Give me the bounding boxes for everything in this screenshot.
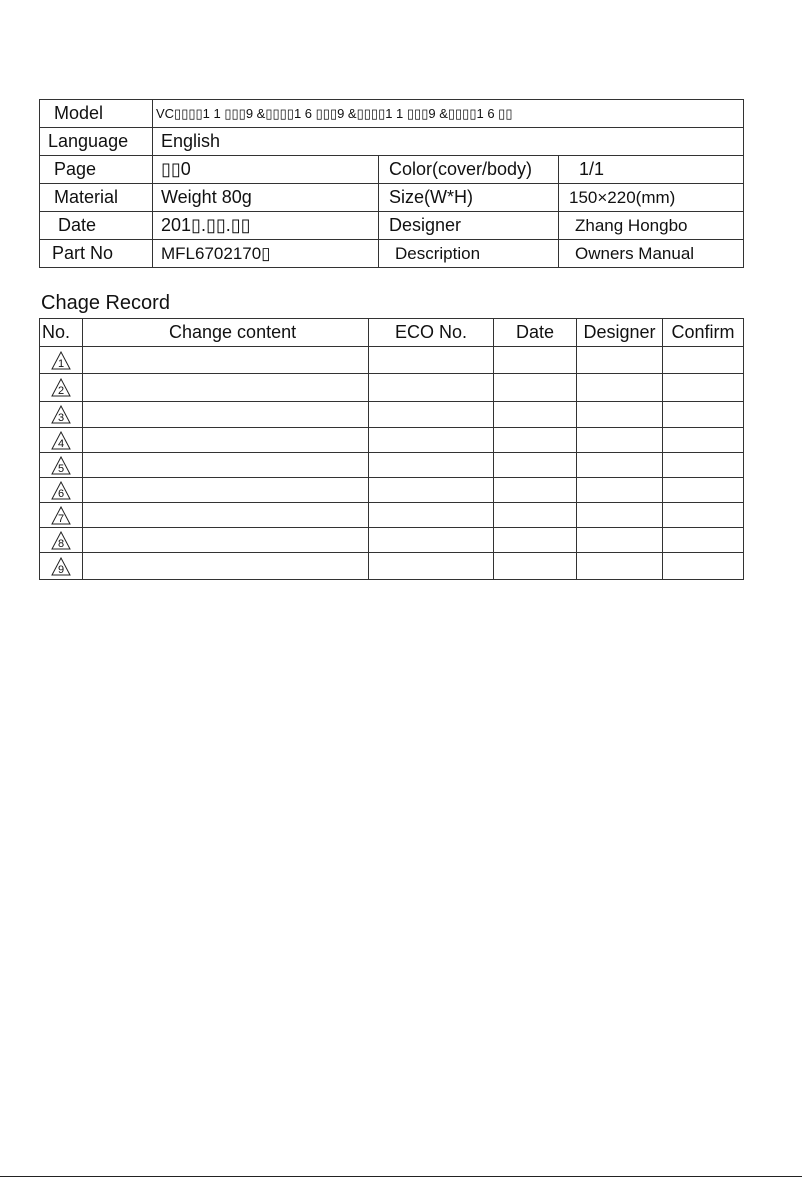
change-record-title: Chage Record xyxy=(41,292,170,314)
designer-cell xyxy=(577,402,663,428)
revision-triangle-icon xyxy=(51,531,71,550)
page-label: Page xyxy=(40,156,153,184)
change-record-row xyxy=(40,402,744,428)
language-value: English xyxy=(153,128,744,156)
revision-marker-cell xyxy=(40,402,83,428)
change-record-row xyxy=(40,374,744,402)
eco-no-cell xyxy=(369,478,494,503)
revision-number: 7 xyxy=(57,512,65,525)
info-row-partno xyxy=(40,240,744,268)
revision-number: 1 xyxy=(57,357,65,370)
description-value: Owners Manual xyxy=(559,240,744,268)
date-value: 201▯.▯▯.▯▯ xyxy=(153,212,379,240)
document-info-table xyxy=(39,99,744,268)
revision-number: 9 xyxy=(57,563,65,576)
designer-cell xyxy=(577,528,663,553)
change-content-cell xyxy=(83,374,369,402)
revision-triangle-icon xyxy=(51,506,71,525)
date-label: Date xyxy=(40,212,153,240)
date-cell xyxy=(494,453,577,478)
color-value: 1/1 xyxy=(559,156,744,184)
confirm-cell xyxy=(663,478,744,503)
revision-number: 3 xyxy=(57,412,65,424)
change-content-cell xyxy=(83,503,369,528)
revision-triangle-icon xyxy=(51,456,71,475)
language-label: Language xyxy=(40,128,153,156)
confirm-cell xyxy=(663,453,744,478)
date-cell xyxy=(494,528,577,553)
designer-cell xyxy=(577,503,663,528)
partno-label: Part No xyxy=(40,240,153,268)
eco-no-cell xyxy=(369,553,494,580)
partno-value: MFL6702170▯ xyxy=(153,240,379,268)
material-label: Material xyxy=(40,184,153,212)
change-record-row xyxy=(40,528,744,553)
date-cell xyxy=(494,428,577,453)
eco-no-cell xyxy=(369,428,494,453)
change-record-row xyxy=(40,478,744,503)
change-record-row xyxy=(40,428,744,453)
revision-number: 8 xyxy=(57,537,65,550)
change-content-cell xyxy=(83,478,369,503)
date-cell xyxy=(494,478,577,503)
designer-cell xyxy=(577,374,663,402)
eco-no-cell xyxy=(369,528,494,553)
info-row-language xyxy=(40,128,744,156)
revision-number: 2 xyxy=(57,385,65,397)
change-content-cell xyxy=(83,528,369,553)
change-content-cell xyxy=(83,402,369,428)
change-content-cell xyxy=(83,428,369,453)
revision-marker-cell xyxy=(40,374,83,402)
revision-triangle-icon xyxy=(51,351,71,370)
change-record-row xyxy=(40,553,744,580)
revision-marker-cell xyxy=(40,453,83,478)
confirm-cell xyxy=(663,374,744,402)
revision-marker-cell xyxy=(40,553,83,580)
header-no: No. xyxy=(40,319,83,347)
change-record-row xyxy=(40,347,744,374)
material-value: Weight 80g xyxy=(153,184,379,212)
revision-marker-cell xyxy=(40,428,83,453)
revision-marker-cell xyxy=(40,528,83,553)
size-value: 150×220(mm) xyxy=(559,184,744,212)
confirm-cell xyxy=(663,428,744,453)
confirm-cell xyxy=(663,503,744,528)
designer-value: Zhang Hongbo xyxy=(559,212,744,240)
eco-no-cell xyxy=(369,347,494,374)
date-cell xyxy=(494,374,577,402)
date-cell xyxy=(494,503,577,528)
revision-triangle-icon xyxy=(51,405,71,424)
eco-no-cell xyxy=(369,374,494,402)
designer-cell xyxy=(577,347,663,374)
designer-cell xyxy=(577,478,663,503)
eco-no-cell xyxy=(369,402,494,428)
info-row-model xyxy=(40,100,744,128)
info-row-material xyxy=(40,184,744,212)
header-date: Date xyxy=(494,319,577,347)
confirm-cell xyxy=(663,402,744,428)
designer-cell xyxy=(577,453,663,478)
confirm-cell xyxy=(663,528,744,553)
description-label: Description xyxy=(379,240,559,268)
revision-marker-cell xyxy=(40,503,83,528)
date-cell xyxy=(494,347,577,374)
revision-number: 6 xyxy=(57,487,65,500)
designer-cell xyxy=(577,553,663,580)
header-designer: Designer xyxy=(577,319,663,347)
change-record-header-row xyxy=(40,319,744,347)
confirm-cell xyxy=(663,347,744,374)
revision-marker-cell xyxy=(40,347,83,374)
confirm-cell xyxy=(663,553,744,580)
color-label: Color(cover/body) xyxy=(379,156,559,184)
change-content-cell xyxy=(83,453,369,478)
revision-triangle-icon xyxy=(51,431,71,450)
revision-triangle-icon xyxy=(51,481,71,500)
info-row-page xyxy=(40,156,744,184)
eco-no-cell xyxy=(369,453,494,478)
revision-triangle-icon xyxy=(51,557,71,576)
model-value: VC▯▯▯▯1 1 ▯▯▯9 &▯▯▯▯1 6 ▯▯▯9 &▯▯▯▯1 1 ▯▯▯9 &▯▯▯▯1 6 ▯▯ xyxy=(153,100,744,128)
designer-cell xyxy=(577,428,663,453)
revision-number: 4 xyxy=(57,437,65,450)
change-record-row xyxy=(40,453,744,478)
size-label: Size(W*H) xyxy=(379,184,559,212)
change-content-cell xyxy=(83,553,369,580)
header-change-content: Change content xyxy=(83,319,369,347)
eco-no-cell xyxy=(369,503,494,528)
date-cell xyxy=(494,402,577,428)
change-content-cell xyxy=(83,347,369,374)
date-cell xyxy=(494,553,577,580)
header-eco-no: ECO No. xyxy=(369,319,494,347)
revision-marker-cell xyxy=(40,478,83,503)
change-record-table xyxy=(39,318,744,580)
page-value: ▯▯0 xyxy=(153,156,379,184)
info-row-date xyxy=(40,212,744,240)
header-confirm: Confirm xyxy=(663,319,744,347)
revision-number: 5 xyxy=(57,462,65,475)
designer-label: Designer xyxy=(379,212,559,240)
change-record-row xyxy=(40,503,744,528)
model-label: Model xyxy=(40,100,153,128)
revision-triangle-icon xyxy=(51,378,71,397)
